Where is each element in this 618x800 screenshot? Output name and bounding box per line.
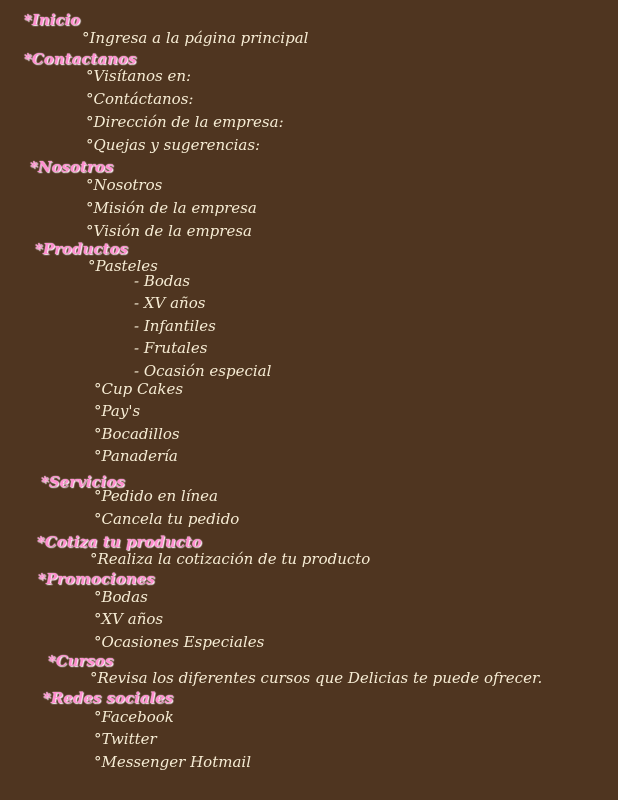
pasteles-infantiles[interactable]: - Infantiles — [134, 317, 216, 335]
link-direccion[interactable]: °Dirección de la empresa: — [86, 113, 284, 131]
section-nosotros[interactable]: *Nosotros — [30, 158, 114, 176]
section-servicios[interactable]: *Servicios — [41, 473, 125, 491]
link-vision[interactable]: °Visión de la empresa — [86, 222, 252, 240]
link-promo-xv-anos[interactable]: °XV años — [94, 610, 164, 628]
link-nosotros[interactable]: °Nosotros — [86, 176, 163, 194]
link-cancela-pedido[interactable]: °Cancela tu pedido — [94, 510, 240, 528]
section-cotiza[interactable]: *Cotiza tu producto — [37, 533, 202, 551]
link-twitter[interactable]: °Twitter — [94, 730, 157, 748]
link-pasteles[interactable]: °Pasteles — [88, 257, 158, 275]
link-contactanos[interactable]: °Contáctanos: — [86, 90, 194, 108]
link-promo-bodas[interactable]: °Bodas — [94, 588, 148, 606]
link-cup-cakes[interactable]: °Cup Cakes — [94, 380, 184, 398]
section-inicio[interactable]: *Inicio — [24, 11, 81, 29]
pasteles-xv-anos[interactable]: - XV años — [134, 294, 206, 312]
section-contactanos[interactable]: *Contactanos — [24, 50, 137, 68]
link-messenger-hotmail[interactable]: °Messenger Hotmail — [94, 753, 251, 771]
section-promociones[interactable]: *Promociones — [38, 570, 155, 588]
link-panaderia[interactable]: °Panadería — [94, 447, 178, 465]
link-facebook[interactable]: °Facebook — [94, 708, 174, 726]
link-pagina-principal[interactable]: °Ingresa a la página principal — [82, 29, 309, 47]
pasteles-ocasion-especial[interactable]: - Ocasión especial — [134, 362, 272, 380]
link-mision[interactable]: °Misión de la empresa — [86, 199, 257, 217]
link-pays[interactable]: °Pay's — [94, 402, 141, 420]
link-cursos[interactable]: °Revisa los diferentes cursos que Delicias te puede ofrecer. — [90, 669, 543, 687]
link-cotizacion[interactable]: °Realiza la cotización de tu producto — [90, 550, 371, 568]
section-productos[interactable]: *Productos — [35, 240, 128, 258]
section-cursos[interactable]: *Cursos — [48, 652, 114, 670]
link-pedido-en-linea[interactable]: °Pedido en línea — [94, 487, 218, 505]
pasteles-bodas[interactable]: - Bodas — [134, 272, 191, 290]
link-visitanos[interactable]: °Visítanos en: — [86, 67, 192, 85]
link-bocadillos[interactable]: °Bocadillos — [94, 425, 180, 443]
section-redes-sociales[interactable]: *Redes sociales — [43, 689, 174, 707]
pasteles-frutales[interactable]: - Frutales — [134, 339, 208, 357]
link-quejas[interactable]: °Quejas y sugerencias: — [86, 136, 261, 154]
link-promo-ocasiones[interactable]: °Ocasiones Especiales — [94, 633, 265, 651]
